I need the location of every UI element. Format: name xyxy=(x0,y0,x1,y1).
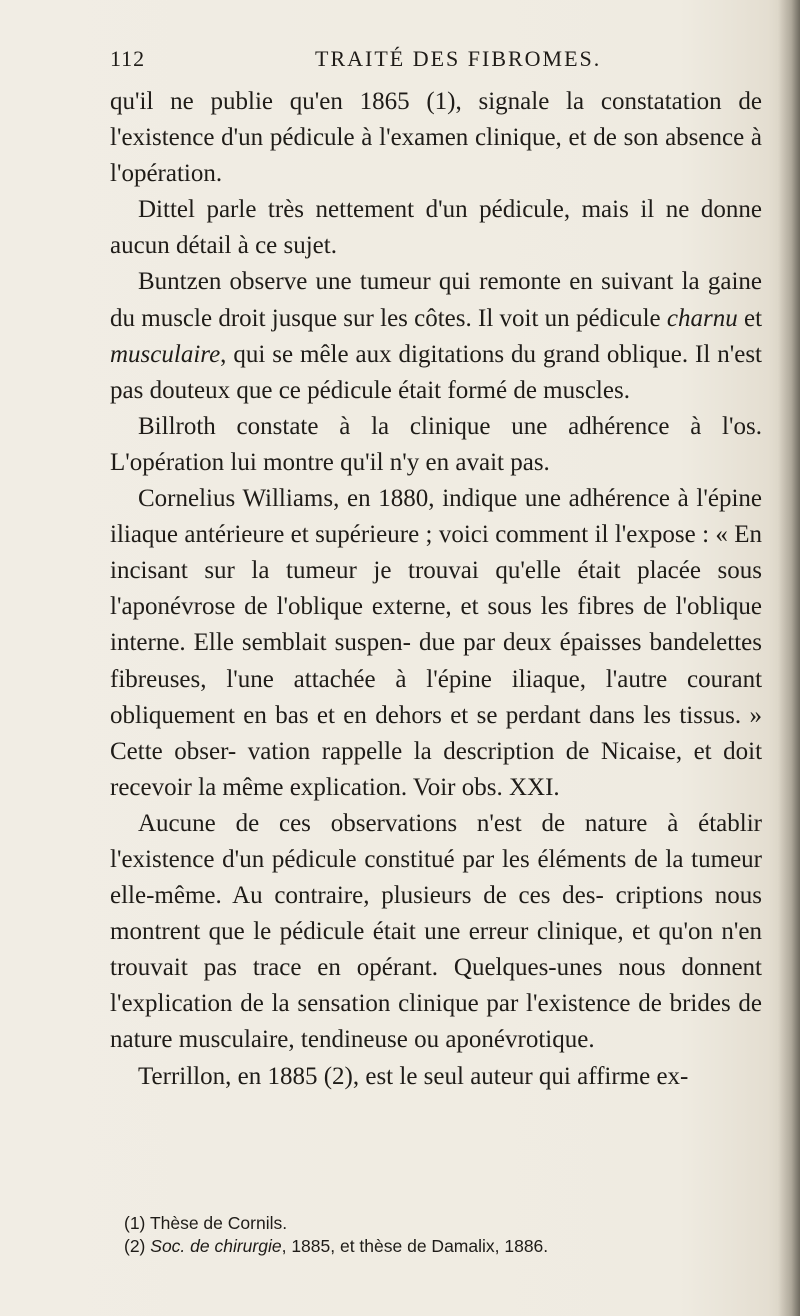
line: Billroth constate à la clinique une adhérence à l'os. xyxy=(138,412,762,440)
line: était formé de muscles. xyxy=(398,376,630,404)
paragraph-5 xyxy=(110,481,762,806)
line-part: pédicule xyxy=(575,304,667,332)
header-title: TRAITÉ DES FIBROMES. xyxy=(315,46,602,71)
footnote-text: Thèse de Cornils. xyxy=(149,1213,288,1233)
line: due par deux épaisses bandelettes fibreuses, l'une attachée xyxy=(110,629,762,693)
line: L'opération lui montre qu'il n'y en avait pas. xyxy=(110,448,550,476)
line: absence à l'opération. xyxy=(110,124,763,188)
line-part: , qui se mêle aux digitations xyxy=(220,340,505,368)
paragraph-4 xyxy=(110,409,762,481)
line: Terrillon, en 1885 (2), est le seul auteur qui affirme ex- xyxy=(138,1062,689,1090)
body-text xyxy=(110,84,762,1095)
line: à l'épine iliaque, l'autre courant obliquement en bas et xyxy=(110,665,763,729)
line: l'existence d'un pédicule à l'examen clinique, et de son xyxy=(110,124,659,152)
running-head xyxy=(110,46,762,74)
line: Buntzen observe une tumeur qui remonte en suivant la xyxy=(138,268,700,296)
line: du grand oblique. Il n'est pas douteux que ce pédicule xyxy=(110,340,762,404)
footnote-2 xyxy=(124,1235,764,1258)
footnote-marker: (2) xyxy=(124,1236,146,1256)
footnotes xyxy=(124,1212,764,1258)
line: en dehors et se perdant dans les tissus. » Cette obser- xyxy=(110,701,762,765)
line: sous les fibres de l'oblique interne. Elle semblait suspen- xyxy=(110,593,763,657)
line: tumeur elle-même. Au contraire, plusieurs de ces des- xyxy=(110,845,762,910)
line: Aucune de ces observations n'est de nature à établir xyxy=(138,809,762,837)
paragraph-1 xyxy=(110,84,762,192)
line: donne aucun détail à ce sujet. xyxy=(110,196,762,260)
footnote-text: , 1885, et thèse de Damalix, 1886. xyxy=(281,1236,549,1256)
line: l'épine iliaque antérieure et supérieure ; voici comment il xyxy=(110,485,763,549)
line: l'expose : « En incisant sur la tumeur je trouvai qu'elle xyxy=(110,521,763,585)
line: l'existence d'un pédicule constitué par les éléments de la xyxy=(110,845,684,873)
line: clinique, et qu'on n'en trouvait pas trace en opérant. xyxy=(110,918,762,982)
italic-term-musculaire: musculaire xyxy=(110,340,221,368)
line: était placée sous l'aponévrose de l'oblique externe, et xyxy=(110,557,762,621)
italic-term-charnu: charnu xyxy=(666,304,738,332)
line: Cornelius Williams, en 1880, indique une adhérence à xyxy=(138,485,689,513)
footnote-marker: (1) xyxy=(124,1213,146,1233)
paragraph-6 xyxy=(110,806,762,1059)
line: criptions nous montrent que le pédicule était une erreur xyxy=(110,882,763,946)
footnote-source-italic: Soc. de chirurgie xyxy=(150,1236,282,1256)
paragraph-2 xyxy=(110,192,762,264)
line: clinique par l'existence de brides de nature musculaire, xyxy=(110,990,762,1054)
line: la même explication. Voir obs. XXI. xyxy=(198,773,560,801)
footnote-1 xyxy=(124,1212,764,1235)
page-edge-shadow xyxy=(778,0,800,1316)
paragraph-3 xyxy=(110,264,762,408)
line: qu'il ne publie qu'en 1865 (1), signale la constatation de xyxy=(110,88,762,115)
paragraph-7 xyxy=(110,1059,762,1095)
page-number: 112 xyxy=(110,46,146,71)
line: Quelques-unes nous donnent l'explication de la sensation xyxy=(110,954,763,1018)
line-part: et xyxy=(737,304,763,332)
line: tendineuse ou aponévrotique. xyxy=(300,1026,595,1054)
line: vation rappelle la description de Nicaise, et doit recevoir xyxy=(110,737,763,801)
line: Dittel parle très nettement d'un pédicule, mais il ne xyxy=(138,196,690,224)
line: gaine du muscle droit jusque sur les côtes. Il voit un xyxy=(110,268,762,332)
